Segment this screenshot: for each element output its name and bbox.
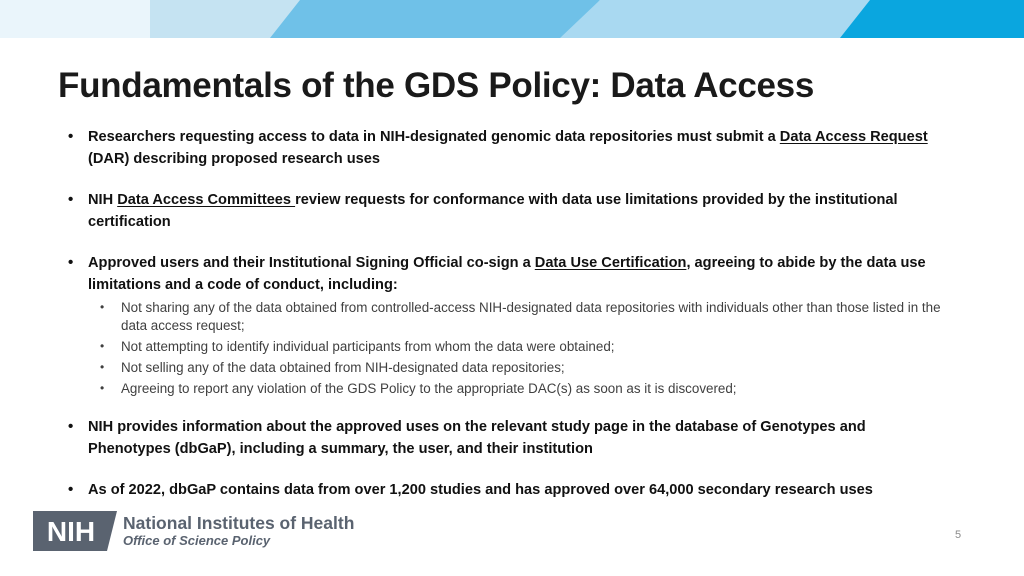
bullet-text: NIH — [88, 192, 118, 208]
data-access-request-link[interactable]: Data Access Request — [779, 129, 928, 145]
bullet-text: Approved users and their Institutional Signing Official co-sign a — [88, 255, 535, 271]
top-banner — [0, 0, 1024, 38]
bullet-dbgap-stats: • As of 2022, dbGaP contains data from over 1,200 studies and has approved over 64,000 secondary research uses — [68, 479, 948, 501]
bullet-dbgap-info: • NIH provides information about the approved uses on the relevant study page in the database of Genotypes and Phenotypes (dbGaP), including a summary, the user, and their institution — [68, 416, 948, 460]
nih-logo — [33, 511, 354, 551]
data-use-certification-link[interactable]: Data Use Certification — [534, 255, 687, 271]
bullet-text: (DAR) describing proposed research uses — [88, 151, 380, 167]
data-access-committees-link[interactable]: Data Access Committees — [117, 192, 296, 208]
bullet-dar — [68, 126, 948, 170]
code-of-conduct-list — [88, 299, 948, 397]
bullet-list — [68, 126, 948, 520]
bullet-text: review requests for conformance with data use limitations provided by the institutional certification — [88, 192, 898, 230]
sub-bullet-not-identifying: • Not attempting to identify individual participants from whom the data were obtained; — [88, 338, 948, 356]
logo-office-name: Office of Science Policy — [123, 533, 271, 548]
nih-logo-mark-text: NIH — [46, 516, 96, 547]
logo-institution-name: National Institutes of Health — [123, 513, 355, 533]
slide-title: Fundamentals of the GDS Policy: Data Access — [58, 66, 815, 105]
sub-bullet-not-sharing: • Not sharing any of the data obtained from controlled-access NIH-designated data repositories with individuals other than those listed in the data access request; — [88, 299, 948, 334]
sub-bullet-report-violations: • Agreeing to report any violation of the GDS Policy to the appropriate DAC(s) as soon as it is discovered; — [88, 380, 948, 398]
nih-logo-text — [123, 513, 354, 549]
bullet-text: , agreeing to abide by the data use limitations and a code of conduct, including: — [88, 255, 926, 293]
bullet-duc — [68, 252, 948, 397]
page-number: 5 — [955, 529, 962, 541]
sub-bullet-not-selling: • Not selling any of the data obtained from NIH-designated data repositories; — [88, 359, 948, 377]
bullet-text: Researchers requesting access to data in NIH-designated genomic data repositories must submit a — [88, 129, 780, 145]
bullet-dac — [68, 189, 948, 233]
nih-logo-mark — [33, 511, 117, 551]
